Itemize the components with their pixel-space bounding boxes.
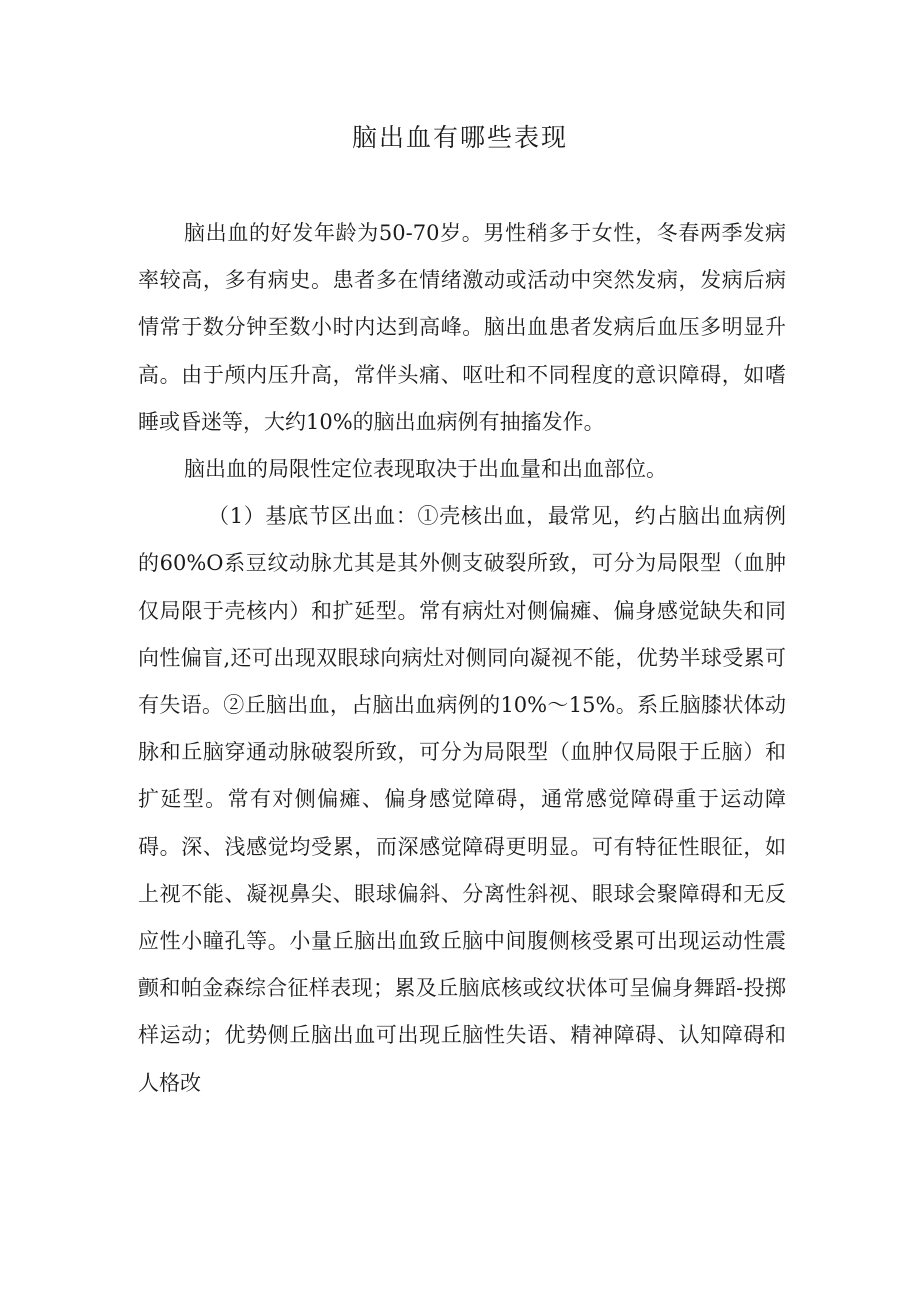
paragraph-localization: 脑出血的局限性定位表现取决于出血量和出血部位。 bbox=[184, 457, 667, 482]
document-title: 脑出血有哪些表现 bbox=[351, 123, 568, 152]
paragraph-overview: 脑出血的好发年龄为50-70岁。男性稍多于女性，冬春两季发病率较高，多有病史。患者多在情绪激动或活动中突然发病，发病后病情常于数分钟至数小时内达到高峰。脑出血患者发病后血压多明显升高。由于颅内压升高，常伴头痛、呕吐和不同程度的意识障碍，如嗜睡或昏迷等，大约10%的脑出血病例有抽搐发作。 bbox=[138, 221, 786, 434]
document-body bbox=[138, 210, 786, 1107]
paragraph-basal-ganglia: （1）基底节区出血：①壳核出血，最常见，约占脑出血病例的60%O系豆纹动脉尤其是其外侧支破裂所致，可分为局限型（血肿仅局限于壳核内）和扩延型。常有病灶对侧偏瘫、偏身感觉缺失和同向性偏盲,还可出现双眼球向病灶对侧同向凝视不能，优势半球受累可有失语。②丘脑出血，占脑出血病例的10%～15%。系丘脑膝状体动脉和丘脑穿通动脉破裂所致，可分为局限型（血肿仅局限于丘脑）和扩延型。常有对侧偏瘫、偏身感觉障碍，通常感觉障碍重于运动障碍。深、浅感觉均受累，而深感觉障碍更明显。可有特征性眼征，如上视不能、凝视鼻尖、眼球偏斜、分离性斜视、眼球会聚障碍和无反应性小瞳孔等。小量丘脑出血致丘脑中间腹侧核受累可出现运动性震颤和帕金森综合征样表现；累及丘脑底核或纹状体可呈偏身舞蹈-投掷样运动；优势侧丘脑出血可出现丘脑性失语、精神障碍、认知障碍和人格改 bbox=[138, 504, 786, 1095]
